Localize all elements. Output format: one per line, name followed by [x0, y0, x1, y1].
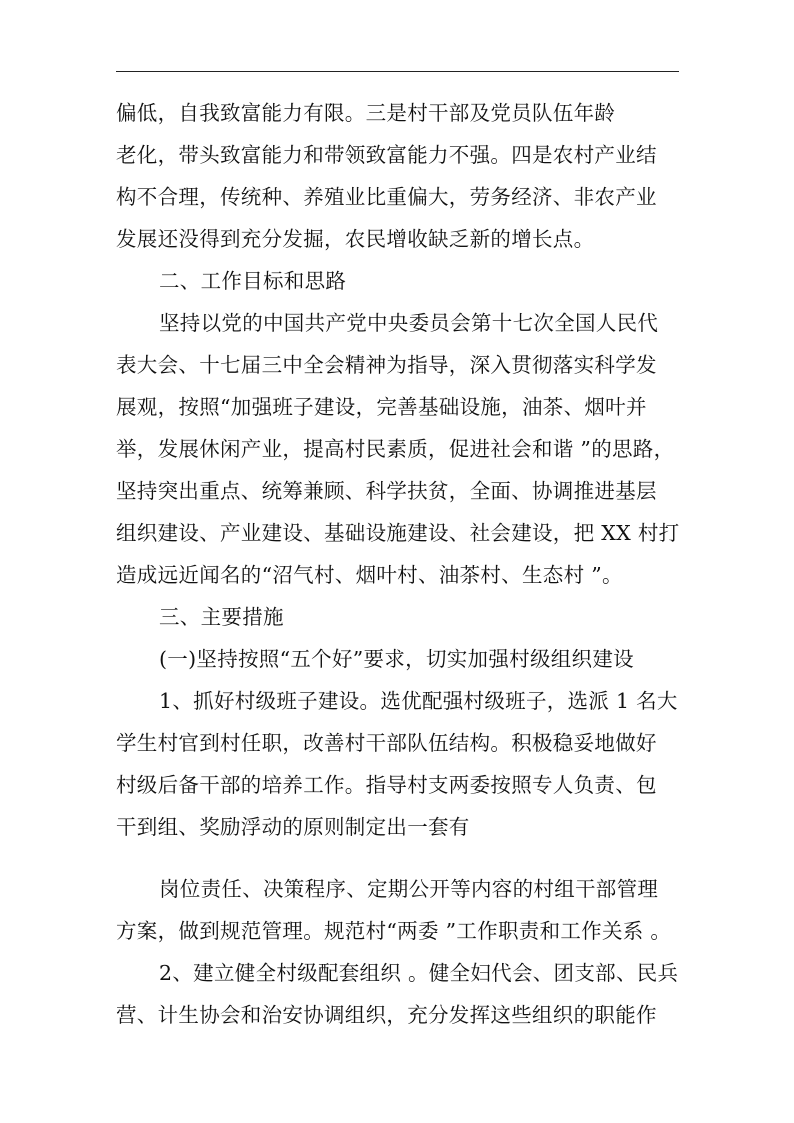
subsection-heading: (一)坚持按照“五个好”要求，切实加强村级组织建设: [159, 647, 634, 671]
text-line: 方案，做到规范管理。规范村“两委 ”工作职责和工作关系 。: [116, 919, 672, 943]
text-line: 组织建设、产业建设、基础设施建设、社会建设，把 XX 村打: [116, 521, 680, 545]
text-line: 学生村官到村任职，改善村干部队伍结构。积极稳妥地做好: [116, 731, 657, 755]
text-line: 坚持突出重点、统筹兼顾、科学扶贫，全面、协调推进基层: [116, 479, 657, 503]
section-heading: 二、工作目标和思路: [159, 269, 347, 293]
text-line: 展观，按照“加强班子建设，完善基础设施，油茶、烟叶并: [116, 395, 647, 419]
text-line: 干到组、奖励浮动的原则制定出一套有: [116, 815, 470, 839]
text-line: 1、抓好村级班子建设。选优配强村级班子，选派 1 名大: [159, 689, 678, 713]
text-line: 举，发展休闲产业，提高村民素质，促进社会和谐 ”的思路，: [116, 437, 675, 461]
header-rule: [116, 71, 679, 72]
text-line: 2、建立健全村级配套组织 。健全妇代会、团支部、民兵: [159, 961, 679, 985]
text-line: 表大会、十七届三中全会精神为指导，深入贯彻落实科学发: [116, 353, 657, 377]
text-line: 偏低，自我致富能力有限。三是村干部及党员队伍年龄: [116, 101, 616, 125]
section-heading: 三、主要措施: [159, 605, 284, 629]
text-line: 岗位责任、决策程序、定期公开等内容的村组干部管理: [159, 877, 659, 901]
text-line: 造成远近闻名的“沼气村、烟叶村、油茶村、生态村 ”。: [116, 563, 623, 587]
document-body: [116, 92, 682, 1036]
text-line: 坚持以党的中国共产党中央委员会第十七次全国人民代: [159, 311, 659, 335]
text-line: 营、计生协会和治安协调组织，充分发挥这些组织的职能作: [116, 1003, 657, 1027]
text-line: 发展还没得到充分发掘，农民增收缺乏新的增长点。: [116, 227, 595, 251]
text-line: 村级后备干部的培养工作。指导村支两委按照专人负责、包: [116, 773, 657, 797]
text-line: 构不合理，传统种、养殖业比重偏大，劳务经济、非农产业: [116, 185, 657, 209]
text-line: 老化，带头致富能力和带领致富能力不强。四是农村产业结: [116, 143, 657, 167]
